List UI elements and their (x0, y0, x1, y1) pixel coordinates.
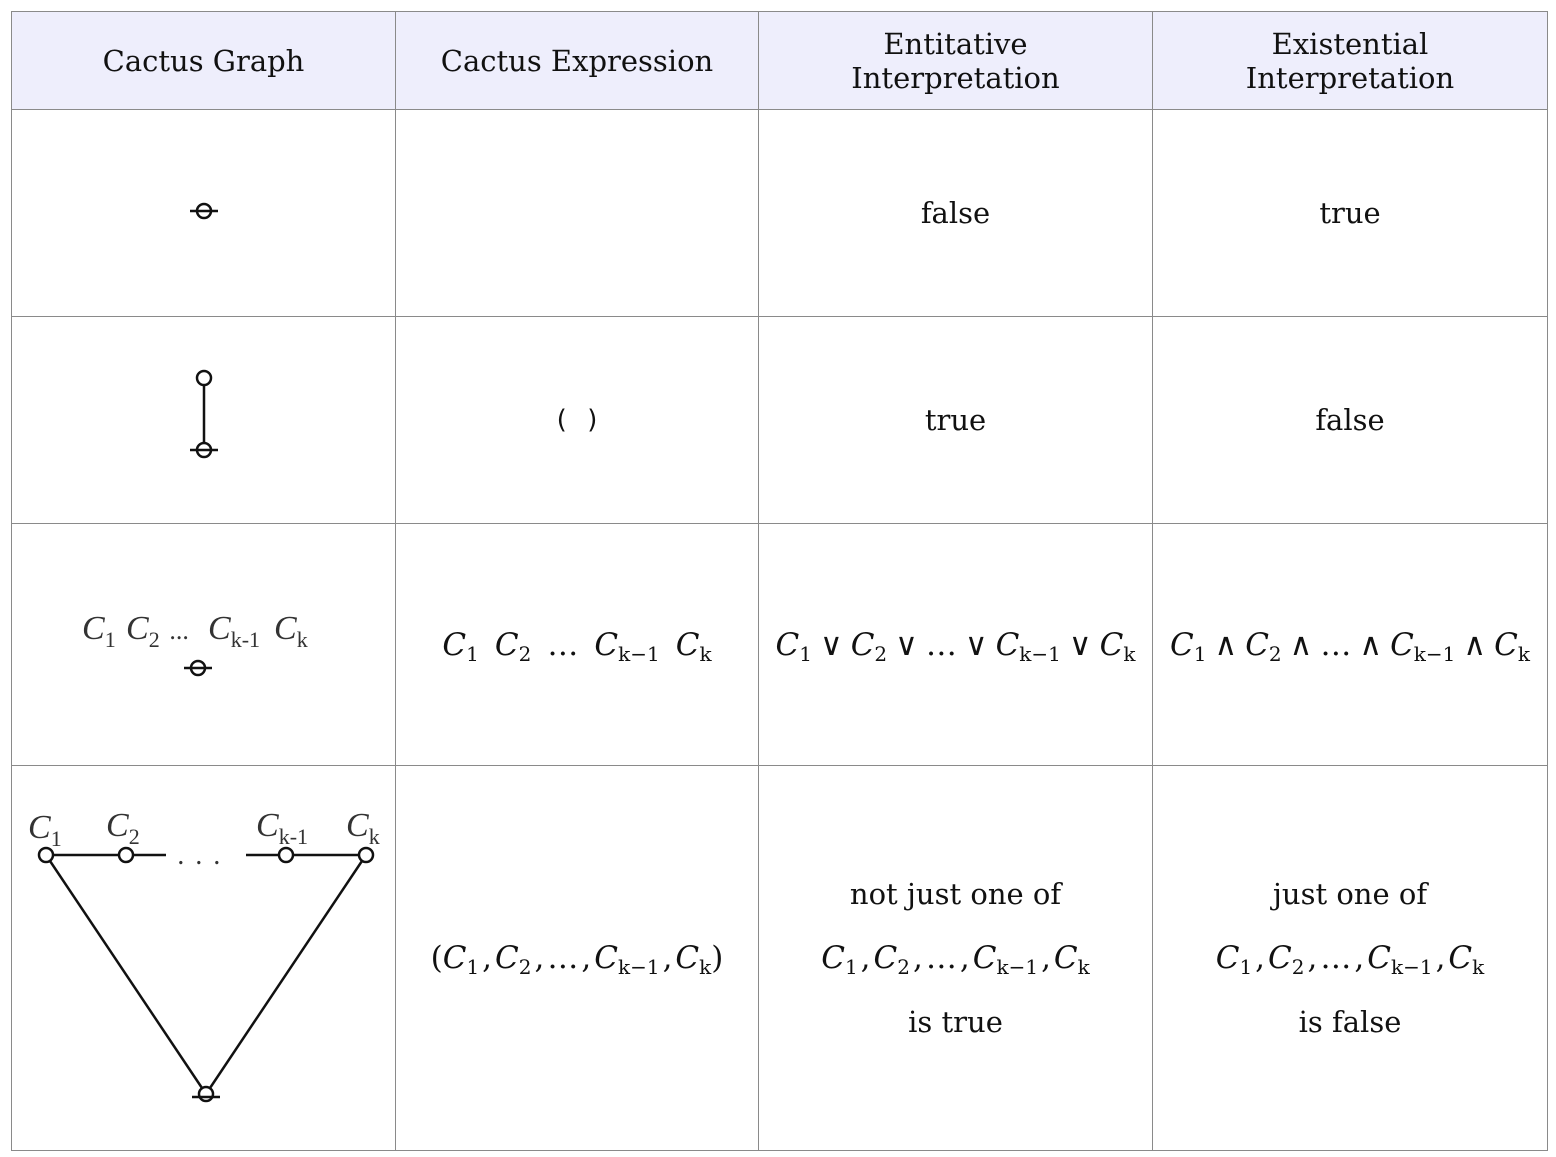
ellipsis-label: ... (169, 615, 189, 645)
existential-term-list: $C_1,C_2,\dots,C_{k-1},C_k$ (1215, 940, 1485, 979)
header-existential (1153, 12, 1548, 110)
entitative-text-top: not just one of (849, 877, 1062, 911)
cactus-table (11, 11, 1548, 1151)
ellipsis-label: . . . (177, 840, 223, 871)
existential-cell-2: false (1153, 317, 1548, 524)
expression-cell-1 (396, 110, 759, 317)
term-ck-1-label: $C_{k-1}$ (207, 609, 260, 652)
expression-cell-2 (396, 317, 759, 524)
existential-text-bottom: is false (1298, 1005, 1402, 1039)
term-ck-label: $C_k$ (273, 609, 308, 652)
node-ck-1 (279, 848, 293, 862)
existential-text-top: just one of (1272, 877, 1428, 911)
graph-cell-3 (12, 524, 396, 766)
existential-cell-1: true (1153, 110, 1548, 317)
entitative-cell-1: false (759, 110, 1153, 317)
label-c2: $C_2$ (105, 807, 140, 849)
concatenation-expression: $C_1$ $C_2$ … $C_{k-1}$ $C_k$ (442, 626, 712, 666)
header-cactus-graph: Cactus Graph (12, 12, 396, 110)
lobe-graph (14, 766, 394, 1146)
header-existential-text: Existential Interpretation (1245, 26, 1455, 95)
node-ck (359, 848, 373, 862)
node-with-terms-graph (74, 603, 334, 683)
existential-cell-4 (1153, 766, 1548, 1151)
conjunction-expression: $C_1$ ∧ $C_2$ ∧ … ∧ $C_{k-1}$ ∧ $C_k$ (1170, 626, 1530, 666)
entitative-text-bottom: is true (908, 1005, 1003, 1039)
label-ck: $C_k$ (345, 807, 380, 849)
table-row-4 (12, 766, 1548, 1151)
disjunction-expression: $C_1$ ∨ $C_2$ ∨ … ∨ $C_{k-1}$ ∨ $C_k$ (775, 626, 1136, 666)
label-c1: $C_1$ (27, 809, 62, 851)
graph-cell-2 (12, 317, 396, 524)
table-row-3 (12, 524, 1548, 766)
empty-lobe-expression: ( ) (553, 405, 601, 435)
expression-cell-3 (396, 524, 759, 766)
header-cactus-expression: Cactus Expression (396, 12, 759, 110)
entitative-cell-4 (759, 766, 1153, 1151)
expression-cell-4 (396, 766, 759, 1151)
existential-cell-3 (1153, 524, 1548, 766)
entitative-term-list: $C_1,C_2,\dots,C_{k-1},C_k$ (821, 940, 1090, 979)
left-edge (46, 855, 206, 1094)
lobe-expression: $(C_1,C_2,\dots,C_{k-1},C_k)$ (430, 940, 724, 979)
graph-cell-4 (12, 766, 396, 1151)
graph-cell-1 (12, 110, 396, 317)
stem-graph (184, 368, 224, 468)
entitative-cell-2: true (759, 317, 1153, 524)
label-ck-1: $C_{k-1}$ (255, 807, 308, 849)
header-entitative-text: Entitative Interpretation (851, 26, 1060, 95)
term-c1-label: $C_1$ (81, 609, 116, 652)
header-entitative (759, 12, 1153, 110)
table-row-2 (12, 317, 1548, 524)
table-row-1 (12, 110, 1548, 317)
entitative-cell-3 (759, 524, 1153, 766)
node-c2 (119, 848, 133, 862)
term-c2-label: $C_2$ (125, 609, 160, 652)
header-row (12, 12, 1548, 110)
root-node (199, 1087, 213, 1101)
root-node-graph (184, 196, 224, 226)
top-node (197, 371, 211, 385)
right-edge (206, 855, 366, 1094)
